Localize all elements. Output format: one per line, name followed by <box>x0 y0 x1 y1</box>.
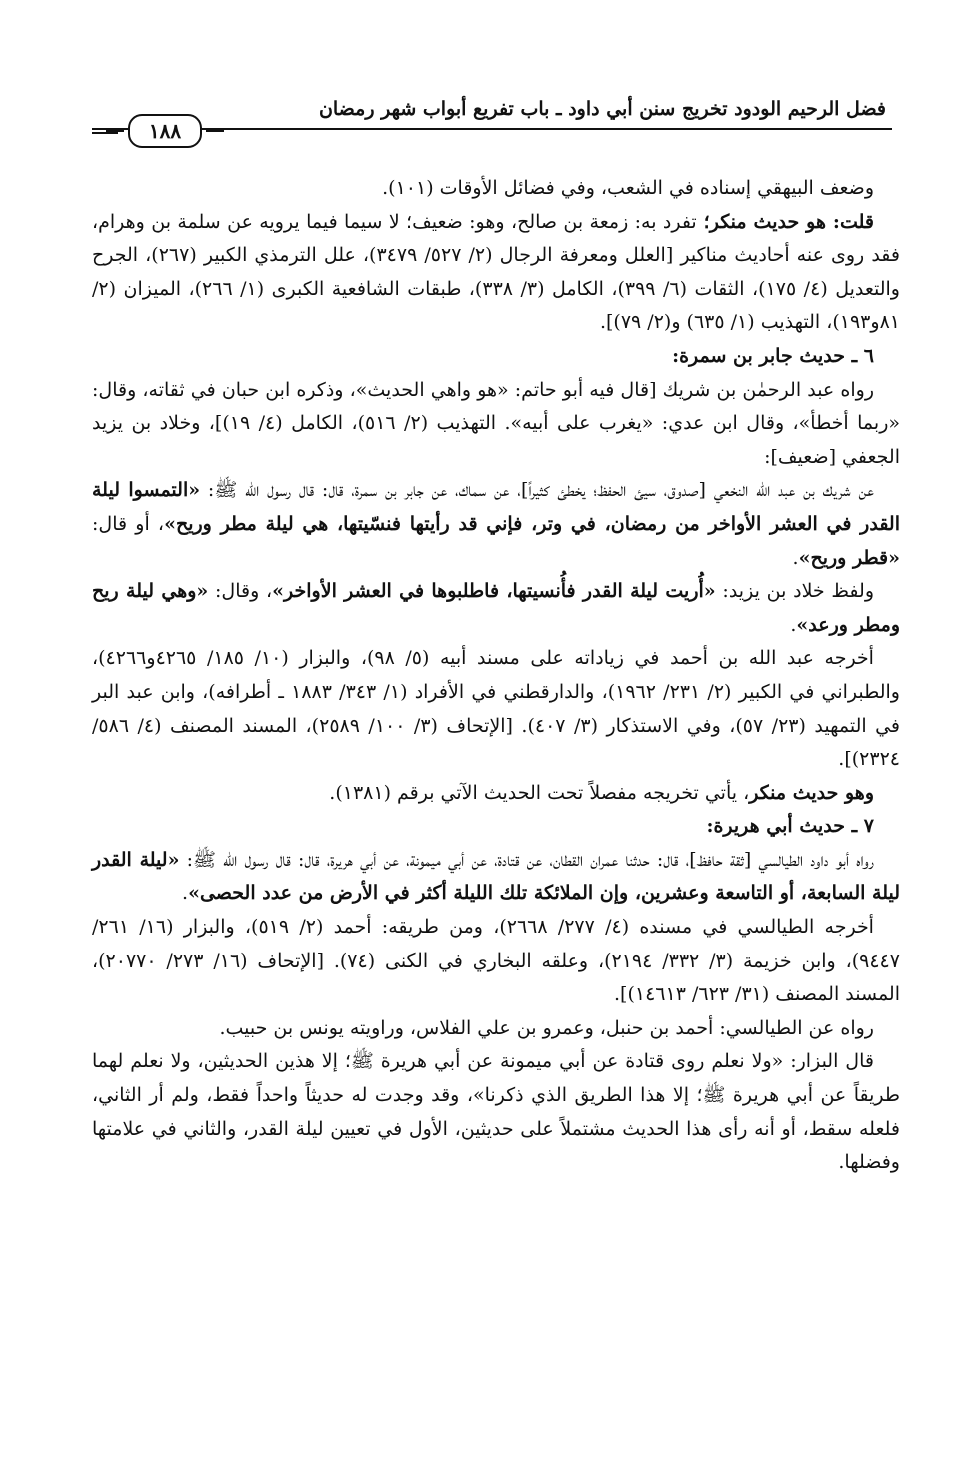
text-segment: ، وقال: <box>208 580 273 603</box>
text-segment: وضعف البيهقي إسناده في الشعب، وفي فضائل الأوقات (١٠١). <box>382 177 874 199</box>
paragraph-p2 <box>92 206 900 340</box>
paragraph-p1 <box>92 172 900 206</box>
text-segment: رواه عن الطيالسي: أحمد بن حنبل، وعمرو بن علي الفلاس، وراويته يونس بن حبيب. <box>219 1016 874 1039</box>
page-number-badge <box>128 114 202 148</box>
text-segment: . <box>792 546 799 569</box>
text-segment: ، يأتي تخريجه مفصلاً تحت الحديث الآتي برقم (١٣٨١). <box>329 781 750 804</box>
bold-text-segment: «التمسوا ليلة القدر في العشر الأواخر من رمضان، في وتر، فإني قد رأيتها فنسّيتها، هي ليلة مطر وريح» <box>92 479 901 535</box>
bold-text-segment: وهو حديث منكر <box>749 781 874 804</box>
bold-text-segment: «أُريت ليلة القدر فأُنسيتها، فاطلبوها في العشر الأواخر» <box>272 580 716 603</box>
text-segment: رواه أبو داود الطيالسي [ثقة حافظ]، قال: حدثنا عمران القطان، عن قتادة، عن أبي ميمونة، عن أبي هريرة، قال: قال رسول الله ﷺ: <box>179 848 874 871</box>
page-body-text <box>92 172 900 1180</box>
text-segment: . <box>790 613 797 636</box>
text-segment: عن شريك بن عبد الله النخعي [صدوق، سيئ الحفظ؛ يخطئ كثيراً]، عن سماك، عن جابر بن سمرة، قال: قال رسول الله ﷺ: <box>200 479 874 502</box>
paragraph-p5 <box>92 474 900 575</box>
paragraph-p7 <box>92 642 900 776</box>
bold-text-segment: ٧ ـ حديث أبي هريرة: <box>706 815 874 838</box>
bold-text-segment: «قطر وريح» <box>798 546 900 569</box>
running-header <box>92 92 892 152</box>
text-segment: أخرجه الطيالسي في مسنده (٤/ ٢٧٧/ ٢٦٦٨)، ومن طريقه: أحمد (٢/ ٥١٩)، والبزار (١٦/ ٢٦١/ ٩٤٤٧)، وابن خزيمة (٣/ ٣٣٢/ ٢١٩٤)، وعلقه البخاري في الكنى (٧٤). [الإتحاف (١٦/ ٢٧٣/ ٢٠٧٧٠)، المسند المصنف (٣١/ ٦٢٣/ ١٤٦١٣)]. <box>92 916 900 1006</box>
bold-text-segment: «وهي ليلة ريح ومطر ورعد» <box>92 580 900 636</box>
bold-text-segment: «ليلة القدر ليلة السابعة، أو التاسعة وعشرين، وإن الملائكة تلك الليلة أكثر في الأرض من عدد الحصى» <box>92 848 900 905</box>
text-segment: ولفظ خلاد بن يزيد: <box>715 580 875 603</box>
paragraph-p6 <box>92 575 900 642</box>
paragraph-p8 <box>92 777 900 811</box>
paragraph-p9 <box>92 810 900 844</box>
running-header-title: فضل الرحيم الودود تخريج سنن أبي داود ـ باب تفريع أبواب شهر رمضان <box>318 98 886 120</box>
paragraph-p13 <box>92 1045 900 1179</box>
paragraph-p10 <box>92 844 900 911</box>
header-left-rule <box>92 132 118 134</box>
paragraph-p12 <box>92 1012 900 1046</box>
bold-text-segment: ٦ ـ حديث جابر بن سمرة: <box>672 344 874 367</box>
paragraph-p3 <box>92 340 900 374</box>
text-segment: قال البزار: «ولا نعلم روى قتادة عن أبي ميمونة عن أبي هريرة ﷺ؛ إلا هذين الحديثين، ولا نعلم لهما طريقاً عن أبي هريرة ﷺ؛ إلا هذا الطريق الذي ذكرنا»، وقد وجدت له حديثاً واحداً فقط، ولم أر الثاني، فلعله سقط، أو أنه رأى هذا الحديث مشتملاً على حديثين، الأول في تعيين ليلة القدر، والثاني في علامتها وفضلها. <box>92 1050 901 1174</box>
text-segment: . <box>182 882 189 905</box>
page-number: ١٨٨ <box>148 119 182 143</box>
text-segment: ، أو قال: <box>92 512 165 535</box>
paragraph-p11 <box>92 911 900 1012</box>
text-segment: رواه عبد الرحمٰن بن شريك [قال فيه أبو حاتم: «هو واهي الحديث»، وذكره ابن حبان في ثقاته، وقال: «ربما أخطأ»، وقال ابن عدي: «يغرب على أبيه». التهذيب (٢/ ٥١٦)، الكامل (٤/ ١٩)]، وخلاد بن يزيد الجعفي [ضعيف]: <box>92 378 901 468</box>
paragraph-p4 <box>92 374 900 475</box>
bold-text-segment: قلت: هو حديث منكر؛ <box>696 210 874 233</box>
text-segment: أخرجه عبد الله بن أحمد في زياداته على مسند أبيه (٥/ ٩٨)، والبزار (١٠/ ١٨٥/ ٤٢٦٥و٤٢٦٦)، والطبراني في الكبير (٢/ ٢٣١/ ١٩٦٢)، والدارقطني في الأفراد (١/ ٣٤٣/ ١٨٨٣ ـ أطرافه)، وابن عبد البر في التمهيد (٢٣/ ٥٧)، وفي الاستذكار (٣/ ٤٠٧). [الإتحاف (٣/ ١٠٠/ ٢٥٨٩)، المسند المصنف (٤/ ٥٨٦/ ٢٣٢٤)]. <box>92 647 901 771</box>
text-segment: تفرد به: زمعة بن صالح، وهو: ضعيف؛ لا سيما فيما يرويه عن سلمة بن وهرام، فقد روى عنه أحاديث مناكير [العلل ومعرفة الرجال (٢/ ٥٢٧/ ٣٤٧٩)، علل الترمذي الكبير (٢٦٧)، الجرح والتعديل (٤/ ١٧٥)، الثقات (٦/ ٣٩٩)، الكامل (٣/ ٣٣٨)، طبقات الشافعية الكبرى (١/ ٢٦٦)، الميزان (٢/ ٨١و١٩٣)، التهذيب (١/ ٦٣٥) و(٢/ ٧٩)]. <box>92 210 900 334</box>
